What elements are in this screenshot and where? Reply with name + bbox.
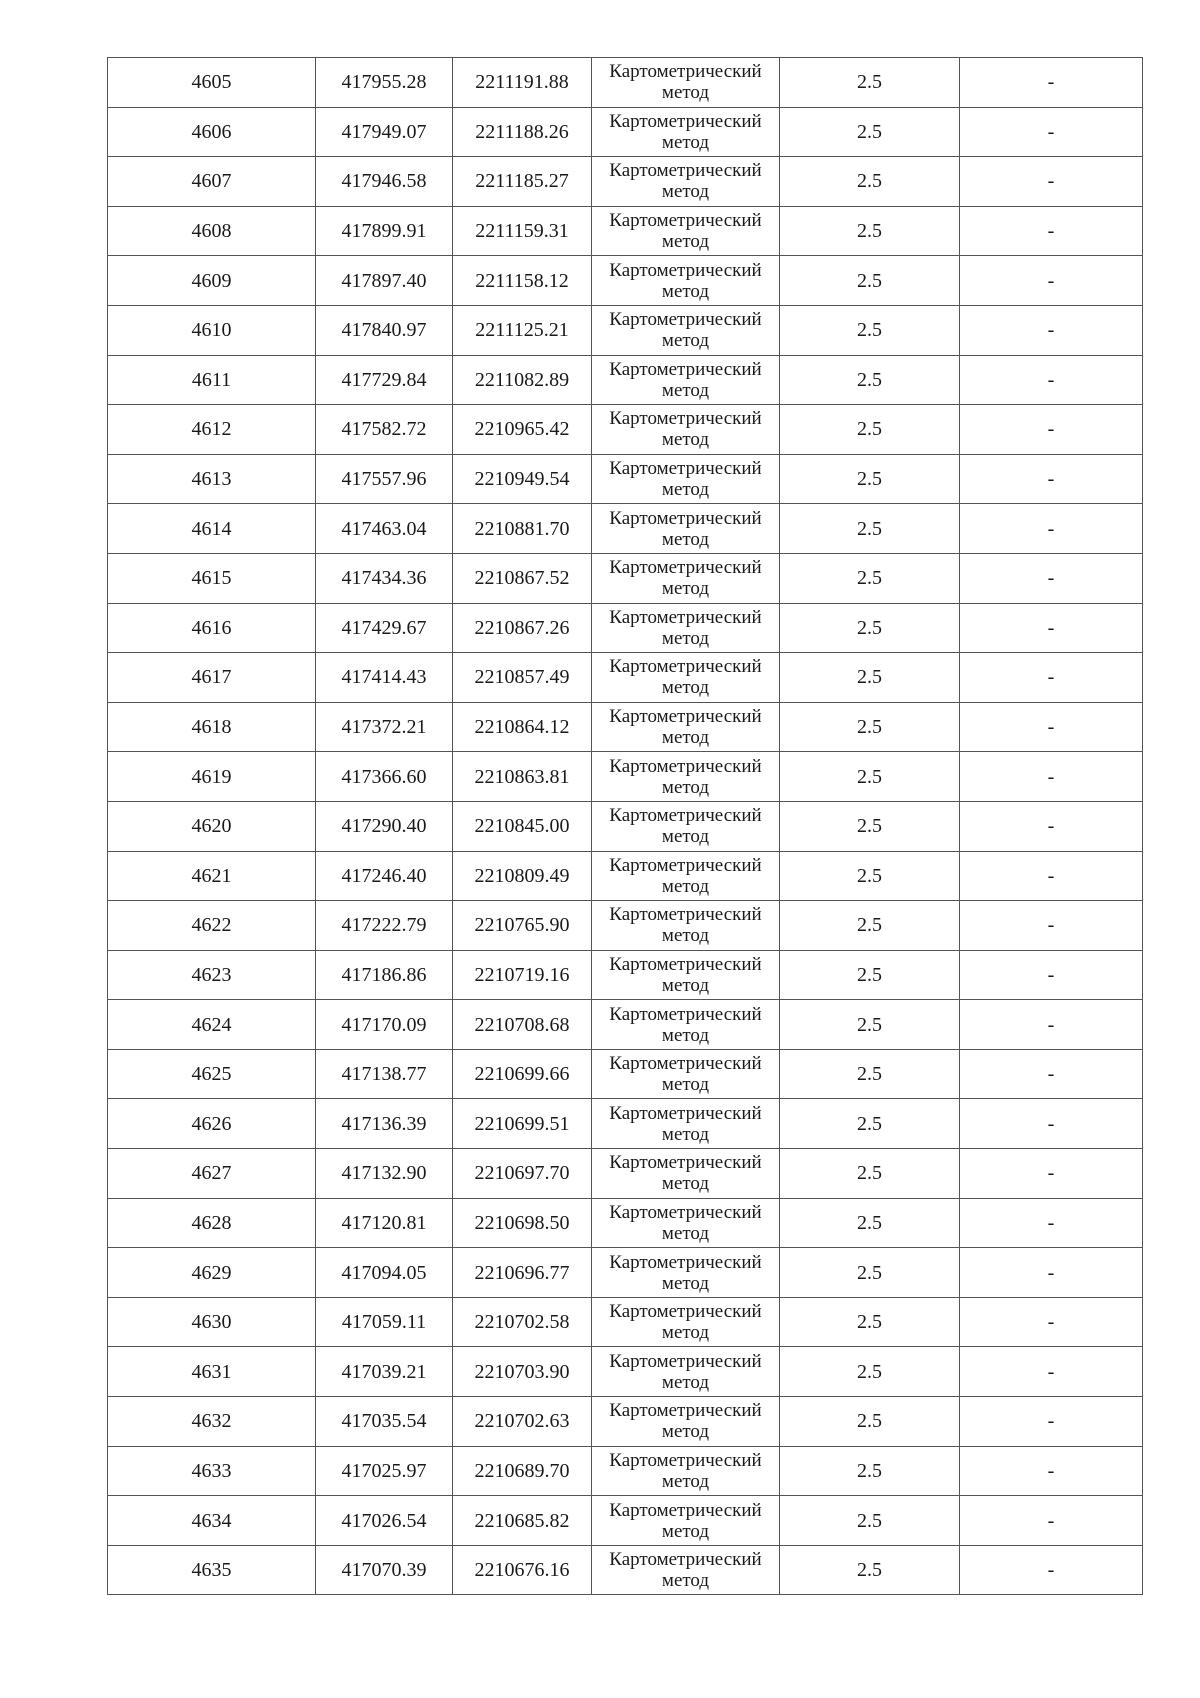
y-coordinate-cell: 2210949.54 — [453, 454, 592, 504]
accuracy-cell: 2.5 — [780, 107, 960, 157]
accuracy-cell: 2.5 — [780, 206, 960, 256]
note-cell: - — [960, 950, 1143, 1000]
note-cell: - — [960, 58, 1143, 108]
table-row — [108, 1198, 1143, 1248]
table-row — [108, 901, 1143, 951]
note-cell: - — [960, 256, 1143, 306]
x-coordinate-cell: 417186.86 — [316, 950, 453, 1000]
method-line-1: Картометрический — [609, 408, 762, 430]
x-coordinate-cell: 417138.77 — [316, 1049, 453, 1099]
point-number-cell: 4633 — [108, 1446, 316, 1496]
method-line-1: Картометрический — [609, 61, 762, 83]
y-coordinate-cell: 2211159.31 — [453, 206, 592, 256]
y-coordinate-cell: 2210685.82 — [453, 1496, 592, 1546]
method-line-1: Картометрический — [609, 110, 762, 132]
method-line-1: Картометрический — [609, 1549, 762, 1571]
method-cell — [592, 454, 780, 504]
point-number-cell: 4626 — [108, 1099, 316, 1149]
x-coordinate-cell: 417136.39 — [316, 1099, 453, 1149]
y-coordinate-cell: 2210867.26 — [453, 603, 592, 653]
table-row — [108, 1149, 1143, 1199]
method-line-1: Картометрический — [609, 1449, 762, 1471]
method-cell — [592, 553, 780, 603]
accuracy-cell: 2.5 — [780, 454, 960, 504]
method-line-2: метод — [661, 627, 710, 649]
method-line-1: Картометрический — [609, 309, 762, 331]
x-coordinate-cell: 417899.91 — [316, 206, 453, 256]
method-line-2: метод — [661, 1272, 710, 1294]
note-cell: - — [960, 1149, 1143, 1199]
table-row — [108, 1397, 1143, 1447]
x-coordinate-cell: 417557.96 — [316, 454, 453, 504]
x-coordinate-cell: 417026.54 — [316, 1496, 453, 1546]
note-cell: - — [960, 305, 1143, 355]
note-cell: - — [960, 1297, 1143, 1347]
coordinates-table — [107, 57, 1143, 1595]
table-row — [108, 1496, 1143, 1546]
accuracy-cell: 2.5 — [780, 851, 960, 901]
point-number-cell: 4613 — [108, 454, 316, 504]
point-number-cell: 4607 — [108, 157, 316, 207]
method-cell — [592, 752, 780, 802]
method-line-1: Картометрический — [609, 458, 762, 480]
table-row — [108, 603, 1143, 653]
x-coordinate-cell: 417372.21 — [316, 702, 453, 752]
method-cell — [592, 1446, 780, 1496]
y-coordinate-cell: 2210689.70 — [453, 1446, 592, 1496]
table-row — [108, 157, 1143, 207]
accuracy-cell: 2.5 — [780, 58, 960, 108]
y-coordinate-cell: 2210845.00 — [453, 801, 592, 851]
method-line-2: метод — [661, 82, 710, 104]
method-cell — [592, 157, 780, 207]
method-line-1: Картометрический — [609, 706, 762, 728]
method-line-1: Картометрический — [609, 1251, 762, 1273]
x-coordinate-cell: 417132.90 — [316, 1149, 453, 1199]
method-line-2: метод — [661, 925, 710, 947]
point-number-cell: 4606 — [108, 107, 316, 157]
method-line-1: Картометрический — [609, 1301, 762, 1323]
method-line-1: Картометрический — [609, 1053, 762, 1075]
method-cell — [592, 851, 780, 901]
point-number-cell: 4630 — [108, 1297, 316, 1347]
y-coordinate-cell: 2210702.63 — [453, 1397, 592, 1447]
note-cell: - — [960, 1545, 1143, 1595]
point-number-cell: 4612 — [108, 405, 316, 455]
note-cell: - — [960, 553, 1143, 603]
accuracy-cell: 2.5 — [780, 801, 960, 851]
point-number-cell: 4619 — [108, 752, 316, 802]
method-line-2: метод — [661, 131, 710, 153]
point-number-cell: 4628 — [108, 1198, 316, 1248]
table-row — [108, 206, 1143, 256]
method-line-1: Картометрический — [609, 210, 762, 232]
accuracy-cell: 2.5 — [780, 603, 960, 653]
y-coordinate-cell: 2211158.12 — [453, 256, 592, 306]
point-number-cell: 4624 — [108, 1000, 316, 1050]
x-coordinate-cell: 417729.84 — [316, 355, 453, 405]
x-coordinate-cell: 417429.67 — [316, 603, 453, 653]
table-row — [108, 553, 1143, 603]
y-coordinate-cell: 2210864.12 — [453, 702, 592, 752]
y-coordinate-cell: 2211185.27 — [453, 157, 592, 207]
point-number-cell: 4623 — [108, 950, 316, 1000]
accuracy-cell: 2.5 — [780, 1000, 960, 1050]
method-line-2: метод — [661, 528, 710, 550]
accuracy-cell: 2.5 — [780, 553, 960, 603]
note-cell: - — [960, 752, 1143, 802]
method-cell — [592, 305, 780, 355]
point-number-cell: 4621 — [108, 851, 316, 901]
method-cell — [592, 405, 780, 455]
accuracy-cell: 2.5 — [780, 901, 960, 951]
table-row — [108, 58, 1143, 108]
y-coordinate-cell: 2210863.81 — [453, 752, 592, 802]
method-line-2: метод — [661, 974, 710, 996]
method-line-1: Картометрический — [609, 160, 762, 182]
accuracy-cell: 2.5 — [780, 702, 960, 752]
method-cell — [592, 1248, 780, 1298]
table-row — [108, 702, 1143, 752]
method-cell — [592, 1397, 780, 1447]
note-cell: - — [960, 157, 1143, 207]
accuracy-cell: 2.5 — [780, 1297, 960, 1347]
method-cell — [592, 901, 780, 951]
method-line-2: метод — [661, 1421, 710, 1443]
point-number-cell: 4635 — [108, 1545, 316, 1595]
method-line-1: Картометрический — [609, 1499, 762, 1521]
note-cell: - — [960, 1000, 1143, 1050]
y-coordinate-cell: 2211191.88 — [453, 58, 592, 108]
method-line-1: Картометрический — [609, 358, 762, 380]
table-row — [108, 355, 1143, 405]
table-row — [108, 1049, 1143, 1099]
x-coordinate-cell: 417094.05 — [316, 1248, 453, 1298]
accuracy-cell: 2.5 — [780, 1198, 960, 1248]
y-coordinate-cell: 2210857.49 — [453, 653, 592, 703]
method-line-1: Картометрический — [609, 1400, 762, 1422]
point-number-cell: 4608 — [108, 206, 316, 256]
x-coordinate-cell: 417120.81 — [316, 1198, 453, 1248]
accuracy-cell: 2.5 — [780, 405, 960, 455]
table-row — [108, 454, 1143, 504]
table-row — [108, 851, 1143, 901]
note-cell: - — [960, 801, 1143, 851]
coordinates-table-body — [108, 58, 1143, 1595]
method-line-2: метод — [661, 578, 710, 600]
y-coordinate-cell: 2211188.26 — [453, 107, 592, 157]
accuracy-cell: 2.5 — [780, 157, 960, 207]
accuracy-cell: 2.5 — [780, 1446, 960, 1496]
table-row — [108, 653, 1143, 703]
y-coordinate-cell: 2210867.52 — [453, 553, 592, 603]
method-line-2: метод — [661, 826, 710, 848]
method-cell — [592, 950, 780, 1000]
y-coordinate-cell: 2210696.77 — [453, 1248, 592, 1298]
table-row — [108, 256, 1143, 306]
y-coordinate-cell: 2210708.68 — [453, 1000, 592, 1050]
accuracy-cell: 2.5 — [780, 1248, 960, 1298]
method-line-2: метод — [661, 1371, 710, 1393]
table-row — [108, 801, 1143, 851]
note-cell: - — [960, 355, 1143, 405]
method-cell — [592, 1149, 780, 1199]
method-line-2: метод — [661, 1123, 710, 1145]
method-cell — [592, 1000, 780, 1050]
accuracy-cell: 2.5 — [780, 752, 960, 802]
note-cell: - — [960, 653, 1143, 703]
method-line-2: метод — [661, 677, 710, 699]
method-line-1: Картометрический — [609, 1152, 762, 1174]
method-line-1: Картометрический — [609, 1201, 762, 1223]
method-line-2: метод — [661, 479, 710, 501]
point-number-cell: 4618 — [108, 702, 316, 752]
point-number-cell: 4627 — [108, 1149, 316, 1199]
x-coordinate-cell: 417434.36 — [316, 553, 453, 603]
method-line-2: метод — [661, 875, 710, 897]
point-number-cell: 4611 — [108, 355, 316, 405]
accuracy-cell: 2.5 — [780, 305, 960, 355]
method-line-1: Картометрический — [609, 904, 762, 926]
method-line-2: метод — [661, 181, 710, 203]
point-number-cell: 4631 — [108, 1347, 316, 1397]
x-coordinate-cell: 417222.79 — [316, 901, 453, 951]
table-row — [108, 305, 1143, 355]
table-row — [108, 1099, 1143, 1149]
method-line-2: метод — [661, 231, 710, 253]
y-coordinate-cell: 2210699.66 — [453, 1049, 592, 1099]
point-number-cell: 4622 — [108, 901, 316, 951]
method-line-2: метод — [661, 1570, 710, 1592]
note-cell: - — [960, 1397, 1143, 1447]
method-cell — [592, 603, 780, 653]
note-cell: - — [960, 851, 1143, 901]
x-coordinate-cell: 417035.54 — [316, 1397, 453, 1447]
method-cell — [592, 1496, 780, 1546]
x-coordinate-cell: 417025.97 — [316, 1446, 453, 1496]
x-coordinate-cell: 417463.04 — [316, 504, 453, 554]
method-cell — [592, 1198, 780, 1248]
x-coordinate-cell: 417414.43 — [316, 653, 453, 703]
accuracy-cell: 2.5 — [780, 1049, 960, 1099]
x-coordinate-cell: 417059.11 — [316, 1297, 453, 1347]
note-cell: - — [960, 1099, 1143, 1149]
table-row — [108, 405, 1143, 455]
x-coordinate-cell: 417290.40 — [316, 801, 453, 851]
point-number-cell: 4610 — [108, 305, 316, 355]
note-cell: - — [960, 405, 1143, 455]
method-line-2: метод — [661, 280, 710, 302]
y-coordinate-cell: 2210697.70 — [453, 1149, 592, 1199]
accuracy-cell: 2.5 — [780, 1149, 960, 1199]
method-cell — [592, 58, 780, 108]
y-coordinate-cell: 2210702.58 — [453, 1297, 592, 1347]
method-cell — [592, 1099, 780, 1149]
y-coordinate-cell: 2210703.90 — [453, 1347, 592, 1397]
method-line-2: метод — [661, 727, 710, 749]
point-number-cell: 4629 — [108, 1248, 316, 1298]
y-coordinate-cell: 2210965.42 — [453, 405, 592, 455]
table-row — [108, 504, 1143, 554]
note-cell: - — [960, 702, 1143, 752]
point-number-cell: 4615 — [108, 553, 316, 603]
y-coordinate-cell: 2210719.16 — [453, 950, 592, 1000]
y-coordinate-cell: 2210698.50 — [453, 1198, 592, 1248]
point-number-cell: 4605 — [108, 58, 316, 108]
accuracy-cell: 2.5 — [780, 256, 960, 306]
accuracy-cell: 2.5 — [780, 504, 960, 554]
table-row — [108, 1545, 1143, 1595]
method-line-2: метод — [661, 1173, 710, 1195]
x-coordinate-cell: 417840.97 — [316, 305, 453, 355]
note-cell: - — [960, 603, 1143, 653]
method-line-1: Картометрический — [609, 1003, 762, 1025]
method-cell — [592, 355, 780, 405]
accuracy-cell: 2.5 — [780, 1545, 960, 1595]
method-cell — [592, 1347, 780, 1397]
method-line-1: Картометрический — [609, 507, 762, 529]
accuracy-cell: 2.5 — [780, 1397, 960, 1447]
table-row — [108, 1347, 1143, 1397]
method-cell — [592, 206, 780, 256]
y-coordinate-cell: 2210699.51 — [453, 1099, 592, 1149]
method-line-2: метод — [661, 776, 710, 798]
note-cell: - — [960, 1248, 1143, 1298]
method-cell — [592, 1297, 780, 1347]
note-cell: - — [960, 1446, 1143, 1496]
point-number-cell: 4617 — [108, 653, 316, 703]
x-coordinate-cell: 417170.09 — [316, 1000, 453, 1050]
table-row — [108, 107, 1143, 157]
method-line-2: метод — [661, 379, 710, 401]
x-coordinate-cell: 417949.07 — [316, 107, 453, 157]
method-line-1: Картометрический — [609, 755, 762, 777]
accuracy-cell: 2.5 — [780, 355, 960, 405]
point-number-cell: 4625 — [108, 1049, 316, 1099]
method-cell — [592, 653, 780, 703]
accuracy-cell: 2.5 — [780, 1099, 960, 1149]
method-line-2: метод — [661, 1322, 710, 1344]
method-line-2: метод — [661, 1520, 710, 1542]
point-number-cell: 4620 — [108, 801, 316, 851]
x-coordinate-cell: 417955.28 — [316, 58, 453, 108]
note-cell: - — [960, 1496, 1143, 1546]
point-number-cell: 4616 — [108, 603, 316, 653]
point-number-cell: 4632 — [108, 1397, 316, 1447]
table-row — [108, 1446, 1143, 1496]
x-coordinate-cell: 417897.40 — [316, 256, 453, 306]
x-coordinate-cell: 417070.39 — [316, 1545, 453, 1595]
x-coordinate-cell: 417582.72 — [316, 405, 453, 455]
accuracy-cell: 2.5 — [780, 1347, 960, 1397]
y-coordinate-cell: 2210809.49 — [453, 851, 592, 901]
accuracy-cell: 2.5 — [780, 950, 960, 1000]
note-cell: - — [960, 1198, 1143, 1248]
method-line-1: Картометрический — [609, 1350, 762, 1372]
note-cell: - — [960, 1347, 1143, 1397]
method-line-2: метод — [661, 429, 710, 451]
y-coordinate-cell: 2211082.89 — [453, 355, 592, 405]
method-cell — [592, 504, 780, 554]
method-cell — [592, 801, 780, 851]
note-cell: - — [960, 454, 1143, 504]
method-line-1: Картометрический — [609, 1102, 762, 1124]
method-line-2: метод — [661, 1024, 710, 1046]
method-line-1: Картометрический — [609, 656, 762, 678]
table-row — [108, 950, 1143, 1000]
method-line-1: Картометрический — [609, 854, 762, 876]
method-cell — [592, 1545, 780, 1595]
point-number-cell: 4614 — [108, 504, 316, 554]
note-cell: - — [960, 206, 1143, 256]
method-cell — [592, 702, 780, 752]
method-line-1: Картометрический — [609, 557, 762, 579]
method-line-1: Картометрический — [609, 606, 762, 628]
method-line-1: Картометрический — [609, 953, 762, 975]
point-number-cell: 4634 — [108, 1496, 316, 1546]
note-cell: - — [960, 504, 1143, 554]
x-coordinate-cell: 417246.40 — [316, 851, 453, 901]
table-row — [108, 1297, 1143, 1347]
note-cell: - — [960, 1049, 1143, 1099]
method-line-2: метод — [661, 1074, 710, 1096]
table-row — [108, 1248, 1143, 1298]
y-coordinate-cell: 2210765.90 — [453, 901, 592, 951]
method-cell — [592, 107, 780, 157]
note-cell: - — [960, 901, 1143, 951]
accuracy-cell: 2.5 — [780, 653, 960, 703]
table-row — [108, 752, 1143, 802]
y-coordinate-cell: 2211125.21 — [453, 305, 592, 355]
x-coordinate-cell: 417366.60 — [316, 752, 453, 802]
method-line-2: метод — [661, 1470, 710, 1492]
method-line-2: метод — [661, 330, 710, 352]
x-coordinate-cell: 417946.58 — [316, 157, 453, 207]
accuracy-cell: 2.5 — [780, 1496, 960, 1546]
point-number-cell: 4609 — [108, 256, 316, 306]
table-row — [108, 1000, 1143, 1050]
method-line-1: Картометрический — [609, 259, 762, 281]
y-coordinate-cell: 2210676.16 — [453, 1545, 592, 1595]
method-cell — [592, 1049, 780, 1099]
y-coordinate-cell: 2210881.70 — [453, 504, 592, 554]
method-line-2: метод — [661, 1222, 710, 1244]
method-line-1: Картометрический — [609, 805, 762, 827]
note-cell: - — [960, 107, 1143, 157]
x-coordinate-cell: 417039.21 — [316, 1347, 453, 1397]
method-cell — [592, 256, 780, 306]
